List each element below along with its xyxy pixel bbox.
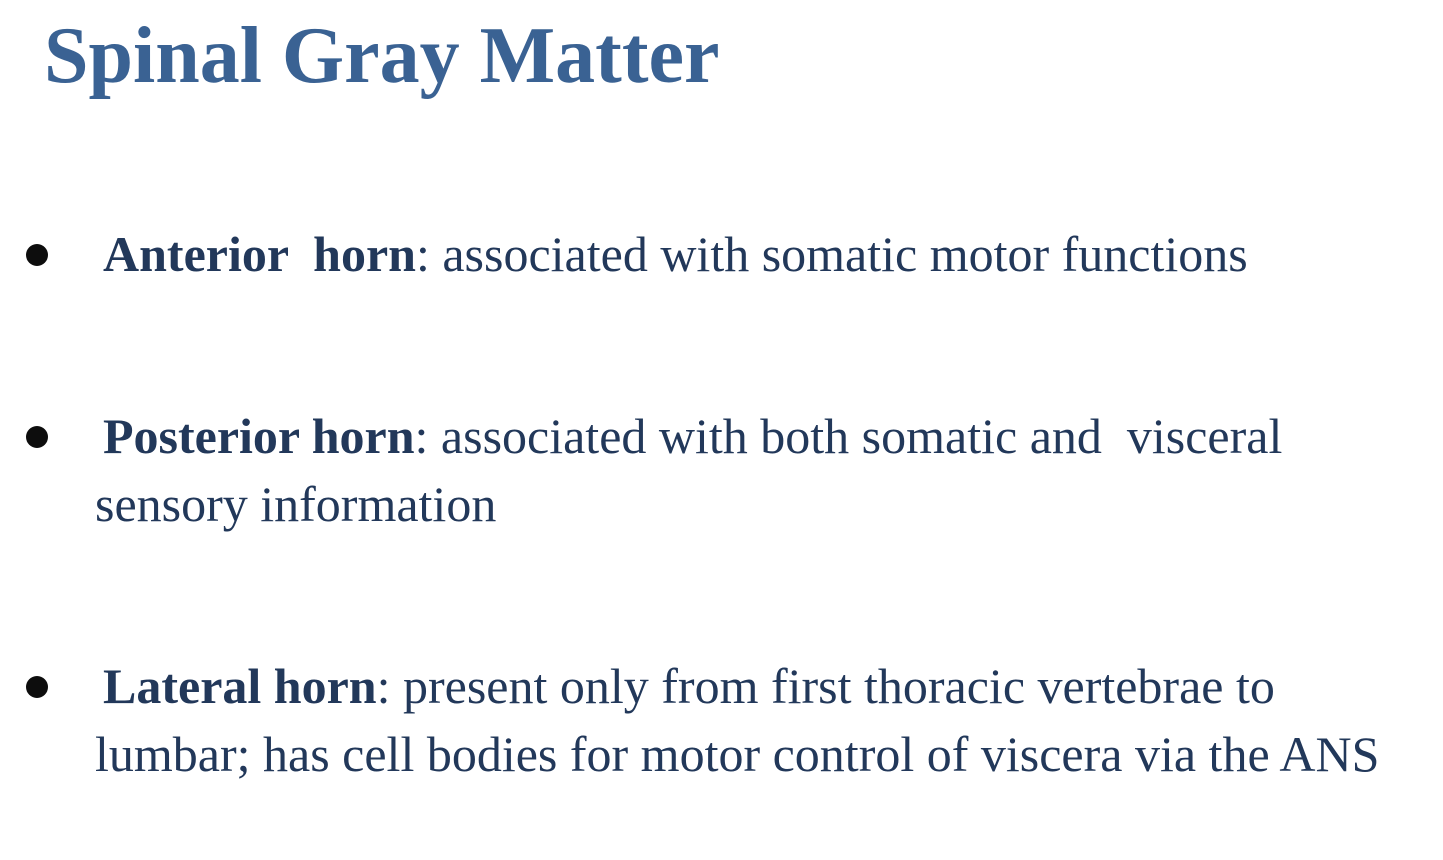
bullet-description: : associated with both somatic and visceral sensory information (95, 408, 1295, 532)
bullet-text (95, 652, 1440, 788)
bullet-description: : associated with somatic motor functions (415, 226, 1248, 282)
bullet-text (95, 402, 1440, 538)
bullet-dot-icon (26, 676, 48, 698)
bullet-description: : present only from first thoracic vertebrae to lumbar; has cell bodies for motor control of viscera via the ANS (95, 658, 1380, 782)
bullet-dot-icon (26, 426, 48, 448)
bullet-term: Anterior horn (103, 226, 416, 282)
slide-title: Spinal Gray Matter (44, 12, 720, 100)
bullet-text (95, 220, 1440, 288)
bullet-term: Lateral horn (103, 658, 377, 714)
bullet-term: Posterior horn (103, 408, 415, 464)
bullet-dot-icon (26, 244, 48, 266)
